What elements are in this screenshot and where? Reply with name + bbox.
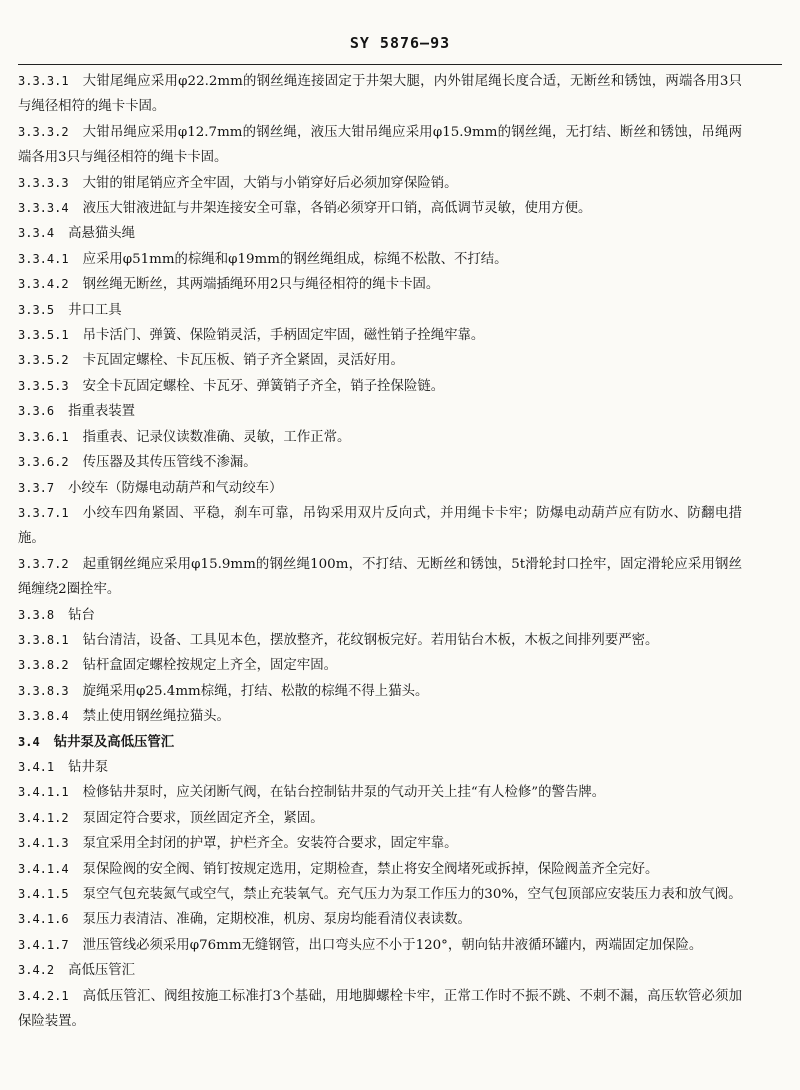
clause-text: 泵固定符合要求，顶丝固定齐全，紧固。 — [82, 810, 324, 826]
clause-3-3-4-2 — [18, 272, 742, 297]
clause-3-3-4-1 — [18, 247, 742, 272]
clause-number: 3.4.1.7 — [18, 937, 69, 952]
clause-number: 3.4.1.3 — [18, 836, 69, 851]
clause-3-4-1-7 — [18, 933, 742, 958]
clause-3-3-8-2 — [18, 653, 742, 678]
clause-text: 钻台清洁，设备、工具见本色，摆放整齐，花纹钢板完好。若用钻台木板，木板之间排列要严密。 — [82, 632, 659, 648]
clause-3-3-8 — [18, 603, 742, 628]
clause-text: 卡瓦固定螺栓、卡瓦压板、销子齐全紧固，灵活好用。 — [82, 353, 404, 369]
clause-3-3-7-1 — [18, 501, 742, 552]
page-header: SY 5876—93 — [349, 34, 451, 52]
clause-number: 3.4.1.2 — [18, 810, 69, 825]
clause-number: 3.4.1.1 — [18, 785, 69, 800]
clause-number: 3.3.3.1 — [18, 74, 69, 88]
clause-3-3-4 — [18, 221, 742, 246]
clause-number: 3.3.5 — [18, 302, 55, 317]
clause-text: 安全卡瓦固定螺栓、卡瓦牙、弹簧销子齐全，销子拴保险链。 — [82, 378, 445, 394]
clause-text: 钻台 — [68, 607, 95, 623]
clause-number: 3.3.8.3 — [18, 683, 69, 698]
clause-3-4-1-6 — [18, 907, 742, 932]
clause-3-3-8-3 — [18, 679, 742, 704]
clause-text: 钢丝绳无断丝，其两端插绳环用2只与绳径相符的绳卡卡固。 — [82, 277, 440, 293]
clause-number: 3.3.4.1 — [18, 251, 69, 266]
clause-3-3-5-1 — [18, 323, 742, 348]
clause-3-3-5-3 — [18, 374, 742, 399]
clause-3-3-6 — [18, 399, 742, 424]
clause-3-4-1-1 — [18, 780, 742, 805]
clause-number: 3.4.1.6 — [18, 912, 69, 927]
clause-text: 旋绳采用φ25.4mm棕绳，打结、松散的棕绳不得上猫头。 — [82, 683, 429, 699]
clause-number: 3.3.6 — [18, 404, 55, 419]
clause-3-3-8-4 — [18, 704, 742, 729]
clause-text: 吊卡活门、弹簧、保险销灵活，手柄固定牢固，磁性销子拴绳牢靠。 — [82, 328, 485, 344]
clause-number: 3.3.3.3 — [18, 175, 69, 190]
clause-number: 3.4 — [18, 734, 40, 749]
clause-number: 3.4.2.1 — [18, 988, 69, 1003]
clause-3-4-2 — [18, 958, 742, 983]
clause-number: 3.3.5.2 — [18, 353, 69, 368]
clause-text: 大钳吊绳应采用φ12.7mm的钢丝绳，液压大钳吊绳应采用φ15.9mm的钢丝绳，无打结、断丝和锈蚀，吊绳两端各用3只与绳径相符的绳卡卡固。 — [18, 124, 742, 166]
clause-text: 高悬猫头绳 — [68, 226, 136, 242]
clause-text: 传压器及其传压管线不渗漏。 — [82, 455, 257, 471]
clause-number: 3.3.6.2 — [18, 455, 69, 470]
clause-text: 大钳的钳尾销应齐全牢固，大销与小销穿好后必须加穿保险销。 — [82, 175, 458, 191]
clause-text: 高低压管汇、阀组按施工标准打3个基础，用地脚螺栓卡牢，正常工作时不振不跳、不刺不漏，高压软管必须加保险装置。 — [18, 988, 742, 1030]
clause-3-3-3-1 — [18, 69, 742, 120]
clause-3-4-1-3 — [18, 831, 742, 856]
clause-text: 钻井泵 — [68, 759, 109, 775]
clause-text: 泵保险阀的安全阀、销钉按规定选用，定期检查，禁止将安全阀堵死或拆掉，保险阀盖齐全完好。 — [82, 861, 659, 877]
clause-text: 泄压管线必须采用φ76mm无缝钢管，出口弯头应不小于120°，朝向钻井液循环罐内，两端固定加保险。 — [82, 937, 703, 953]
clause-text: 液压大钳液进缸与井架连接安全可靠，各销必须穿开口销，高低调节灵敏，使用方便。 — [82, 201, 592, 217]
clause-number: 3.4.1.5 — [18, 887, 69, 901]
clause-3-4-2-1 — [18, 984, 742, 1035]
clause-text: 泵空气包充装氮气或空气，禁止充装氧气。充气压力为泵工作压力的30%，空气包顶部应安装压力表和放气阀。 — [82, 887, 742, 902]
clause-number: 3.3.8.4 — [18, 709, 69, 724]
clause-text: 钻杆盒固定螺栓按规定上齐全，固定牢固。 — [82, 658, 337, 674]
clause-number: 3.3.5.1 — [18, 328, 69, 343]
clause-text: 井口工具 — [68, 302, 122, 318]
clause-text: 小绞车四角紧固、平稳，刹车可靠，吊钩采用双片反向式，并用绳卡卡牢；防爆电动葫芦应有防水、防翻电措施。 — [18, 505, 742, 547]
clause-number: 3.3.3.4 — [18, 201, 69, 216]
clause-3-3-6-1 — [18, 425, 742, 450]
clause-3-3-7-2 — [18, 552, 742, 603]
clause-number: 3.3.7.1 — [18, 505, 69, 520]
clause-number: 3.3.8.2 — [18, 658, 69, 673]
clause-number: 3.4.2 — [18, 963, 55, 978]
clause-3-4-1-5 — [18, 882, 742, 907]
clause-text: 指重表装置 — [68, 404, 136, 420]
clause-text: 禁止使用钢丝绳拉猫头。 — [82, 709, 230, 725]
clause-number: 3.3.3.2 — [18, 124, 69, 139]
clause-number: 3.3.8.1 — [18, 632, 69, 647]
clause-number: 3.3.5.3 — [18, 378, 69, 393]
clause-3-4-1 — [18, 755, 742, 780]
clause-text: 起重钢丝绳应采用φ15.9mm的钢丝绳100m，不打结、无断丝和锈蚀，5t滑轮封口拴牢，固定滑轮应采用钢丝绳缠绕2圈拴牢。 — [18, 556, 742, 598]
clause-text: 大钳尾绳应采用φ22.2mm的钢丝绳连接固定于井架大腿，内外钳尾绳长度合适，无断丝和锈蚀，两端各用3只与绳径相符的绳卡卡固。 — [18, 74, 742, 115]
clause-number: 3.3.7 — [18, 480, 55, 495]
clause-text: 高低压管汇 — [68, 963, 136, 979]
clause-3-3-7 — [18, 476, 742, 501]
clause-number: 3.4.1 — [18, 759, 55, 774]
clause-3-4 — [18, 730, 742, 755]
clause-3-3-3-2 — [18, 120, 742, 171]
clause-number: 3.3.6.1 — [18, 429, 69, 444]
clause-text: 小绞车（防爆电动葫芦和气动绞车） — [68, 480, 283, 496]
clause-text: 钻井泵及高低压管汇 — [53, 733, 175, 750]
clause-3-3-6-2 — [18, 450, 742, 475]
clause-text: 泵压力表清洁、准确，定期校准，机房、泵房均能看清仪表读数。 — [82, 912, 471, 928]
clause-text: 检修钻井泵时，应关闭断气阀，在钻台控制钻井泵的气动开关上挂“有人检修”的警告牌。 — [82, 785, 606, 801]
clause-number: 3.3.4.2 — [18, 277, 69, 292]
clause-number: 3.3.4 — [18, 226, 55, 241]
clause-3-3-8-1 — [18, 628, 742, 653]
clause-text: 泵宜采用全封闭的护罩，护栏齐全。安装符合要求，固定牢靠。 — [82, 836, 458, 852]
clause-number: 3.3.8 — [18, 607, 55, 622]
clause-3-3-3-3 — [18, 171, 742, 196]
clause-3-4-1-4 — [18, 857, 742, 882]
clause-3-3-3-4 — [18, 196, 742, 221]
clause-3-3-5-2 — [18, 348, 742, 373]
header-rule — [18, 64, 782, 65]
clause-number: 3.4.1.4 — [18, 861, 69, 876]
clause-3-3-5 — [18, 298, 742, 323]
clause-text: 指重表、记录仪读数准确、灵敏，工作正常。 — [82, 429, 351, 445]
clause-text: 应采用φ51mm的棕绳和φ19mm的钢丝绳组成，棕绳不松散、不打结。 — [82, 251, 508, 267]
document-body — [18, 69, 742, 1034]
clause-3-4-1-2 — [18, 806, 742, 831]
clause-number: 3.3.7.2 — [18, 556, 69, 571]
